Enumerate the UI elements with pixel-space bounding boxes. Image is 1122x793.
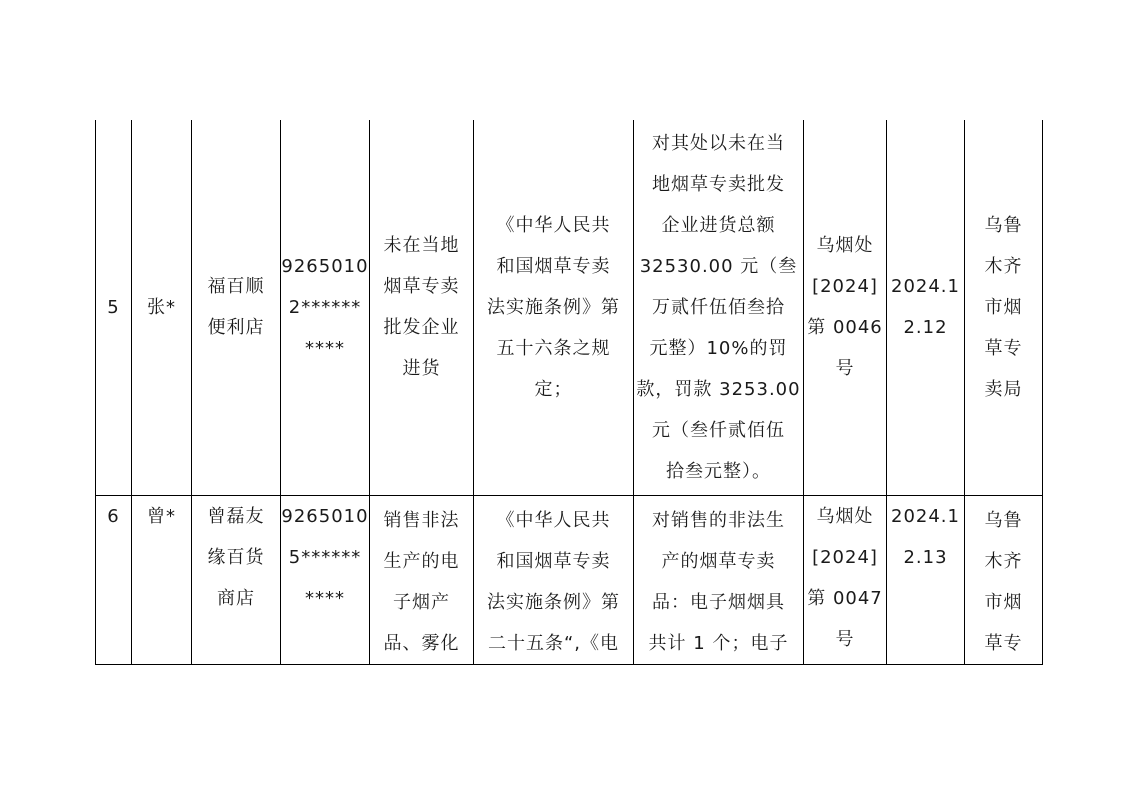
violation-fact: 未在当地 烟草专卖 批发企业 进货	[370, 120, 474, 495]
penalty-content: 对销售的非法生 产的烟草专卖 品：电子烟烟具 共计 1 个；电子	[634, 495, 804, 664]
decision-date: 2024.1 2.12	[887, 120, 965, 495]
shop-name: 曾磊友 缘百货 商店	[192, 495, 281, 664]
document-number: 乌烟处 [2024] 第 0046 号	[804, 120, 887, 495]
violation-fact: 销售非法 生产的电 子烟产 品、雾化	[370, 495, 474, 664]
credit-code: 9265010 5****** ****	[281, 495, 370, 664]
row-index: 5	[96, 120, 132, 495]
credit-code: 9265010 2****** ****	[281, 120, 370, 495]
shop-name: 福百顺 便利店	[192, 120, 281, 495]
table-row	[96, 120, 1043, 495]
authority: 乌鲁 木齐 市烟 草专	[965, 495, 1043, 664]
row-index: 6	[96, 495, 132, 664]
penalty-content: 对其处以未在当 地烟草专卖批发 企业进货总额 32530.00 元（叁 万贰仟伍佰叁拾 元整）10%的罚 款，罚款 3253.00 元（叁仟贰佰伍 拾叁元整）。	[634, 120, 804, 495]
penalty-table	[95, 120, 1043, 665]
legal-basis: 《中华人民共 和国烟草专卖 法实施条例》第 五十六条之规 定；	[474, 120, 634, 495]
decision-date: 2024.1 2.13	[887, 495, 965, 664]
document-number: 乌烟处 [2024] 第 0047 号	[804, 495, 887, 664]
authority: 乌鲁 木齐 市烟 草专 卖局	[965, 120, 1043, 495]
legal-basis: 《中华人民共 和国烟草专卖 法实施条例》第 二十五条“,《电	[474, 495, 634, 664]
party-name: 曾*	[132, 495, 192, 664]
party-name: 张*	[132, 120, 192, 495]
table-row	[96, 495, 1043, 664]
